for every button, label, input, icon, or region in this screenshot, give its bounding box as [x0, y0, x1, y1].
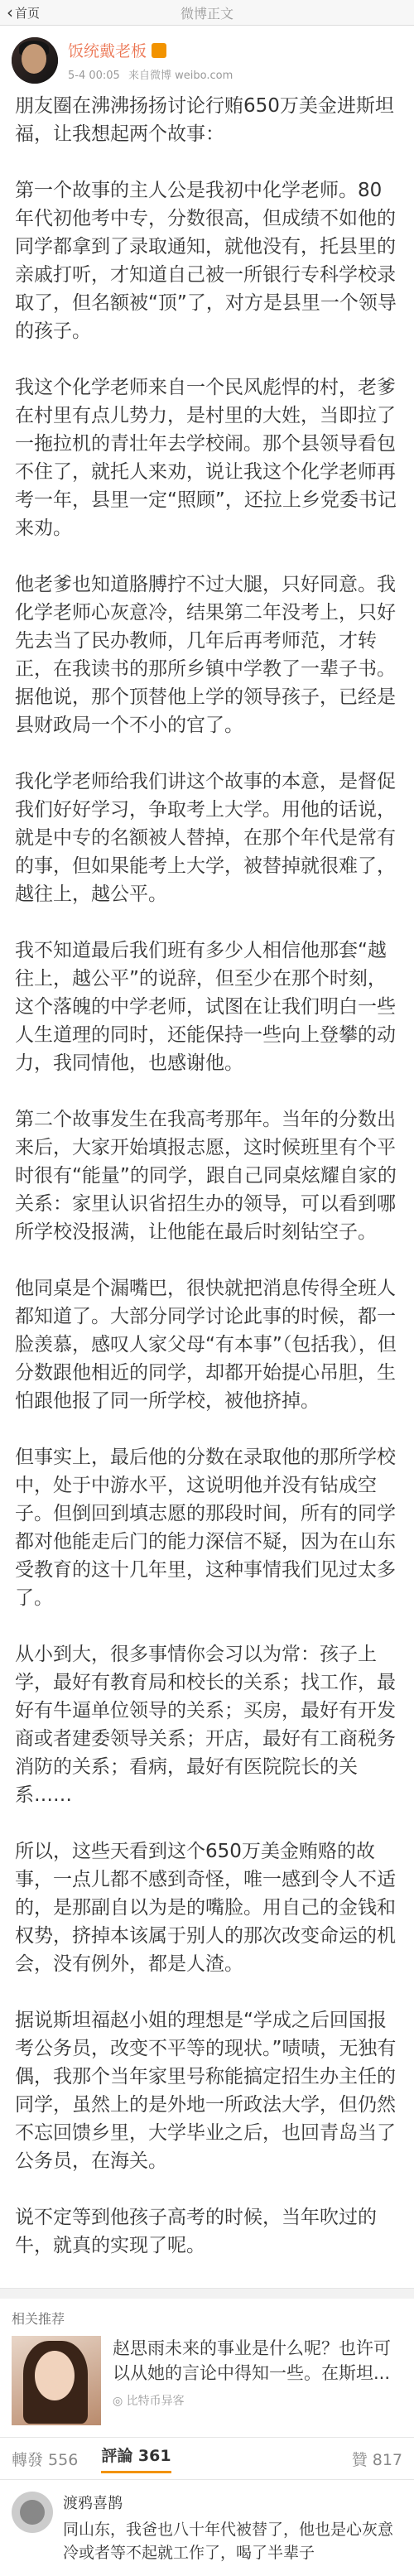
- post-content: [0, 92, 414, 2260]
- post-paragraph: 他老爹也知道胳膊拧不过大腿，只好同意。我化学老师心灰意冷，结果第二年没考上，只好先去当了民办教师，几年后再考师范，才转正，在我读书的那所乡镇中学教了一辈子书。据他说，那个顶替他上学的领导孩子，已经是县财政局一个不小的官了。: [15, 574, 396, 736]
- post-paragraph: 我不知道最后我们班有多少人相信他那套“越往上，越公平”的说辞，但至少在那个时刻，这个落魄的中学老师，试图在让我们明白一些人生道理的同时，还能保持一些向上登攀的动力，我同情他，也感谢他。: [15, 940, 396, 1074]
- tab-comment[interactable]: 評論 361: [101, 2444, 171, 2473]
- post-date: 5-4 00:05: [68, 70, 120, 82]
- top-bar: [0, 0, 414, 26]
- avatar[interactable]: [12, 37, 58, 84]
- back-button[interactable]: [0, 2, 40, 22]
- post-paragraph: 朋友圈在沸沸扬扬讨论行贿650万美金进斯坦福，让我想起两个故事：: [15, 95, 394, 145]
- tab-repost[interactable]: 轉發 556: [12, 2450, 79, 2469]
- comment-item: [0, 2480, 414, 2576]
- page-title: 微博正文: [180, 5, 233, 22]
- vip-badge-icon: [152, 43, 166, 58]
- post-source: 来自微博 weibo.com: [128, 70, 233, 82]
- tab-like[interactable]: 贊 817: [351, 2450, 402, 2469]
- post-paragraph: 据说斯坦福赵小姐的理想是“学成之后回国报考公务员，改变不平等的现状。”啧啧，无独有偶，我那个当年家里号称能搞定招生办主任的同学，虽然上的是外地一所政法大学，但仍然不忘回馈乡里，大学毕业之后，也回青岛当了公务员，在海关。: [15, 2010, 397, 2172]
- comment-text: 同山东，我爸也八十年代被替了，他也是心灰意冷或者等不起就工作了，喝了半辈子: [63, 2521, 394, 2562]
- commenter-avatar[interactable]: [12, 2492, 53, 2533]
- post-meta: [68, 66, 238, 82]
- post-paragraph: 第一个故事的主人公是我初中化学老师。80年代初他考中专，分数很高，但成绩不如他的同学都拿到了录取通知，就他没有，托县里的亲戚打听，才知道自己被一所银行专科学校录取了，但名额被“顶”了，对方是县里一个领导的孩子。: [15, 180, 397, 342]
- related-heading: 相关推荐: [12, 2311, 65, 2327]
- related-thumbnail: [12, 2336, 101, 2425]
- related-card[interactable]: [0, 2336, 414, 2437]
- post-paragraph: 所以，这些天看到这个650万美金贿赂的故事，一点儿都不感到奇怪，唯一感到令人不适的，是那副自以为是的嘴脸。用自己的金钱和权势，挤掉本该属于别人的那次改变命运的机会，没有例外，都是人渣。: [15, 1841, 396, 1975]
- commenter-name[interactable]: 渡鸦喜鹊: [63, 2495, 123, 2512]
- post-paragraph: 他同桌是个漏嘴巴，很快就把消息传得全班人都知道了。大部分同学讨论此事的时候，都一脸羡慕，感叹人家父母“有本事”（包括我），但分数跟他相近的同学，却都开始提心吊胆，生怕跟他报了同一所学校，被他挤掉。: [15, 1278, 397, 1412]
- post-paragraph: 第二个故事发生在我高考那年。当年的分数出来后，大家开始填报志愿，这时候班里有个平时很有“能量”的同学，跟自己同桌炫耀自家的关系：家里认识省招生办的领导，可以看到哪所学校没报满，让他能在最后时刻钻空子。: [15, 1109, 397, 1243]
- related-title: 赵思雨未来的事业是什么呢？也许可以从她的言论中得知一些。在斯坦...: [113, 2338, 391, 2383]
- post-paragraph: 我化学老师给我们讲这个故事的本意，是督促我们好好学习，争取考上大学。用他的话说，就是中专的名额被人替掉，在那个年代是常有的事，但如果能考上大学，被替掉就很难了，越往上，越公平。: [15, 771, 396, 905]
- post-paragraph: 但事实上，最后他的分数在录取他的那所学校中，处于中游水平，这说明他并没有钻成空子。但倒回到填志愿的那段时间，所有的同学都对他能走后门的能力深信不疑，因为在山东受教育的这十几年里，这种事情我们见过太多了。: [15, 1447, 396, 1609]
- post-paragraph: 说不定等到他孩子高考的时候，当年吹过的牛，就真的实现了呢。: [15, 2207, 377, 2256]
- author-name[interactable]: 饭统戴老板: [68, 42, 147, 60]
- post-paragraph: 从小到大，很多事情你会习以为常：孩子上学，最好有教育局和校长的关系；找工作，最好有牛逼单位领导的关系；买房，最好有开发商或者建委领导关系；开店，最好有工商税务消防的关系；看病，最好有医院院长的关系……: [15, 1644, 396, 1806]
- author-header: [0, 26, 414, 92]
- post-paragraph: 我这个化学老师来自一个民风彪悍的村，老爹在村里有点儿势力，是村里的大姓，当即拉了一拖拉机的青壮年去学校闹。那个县领导看包不住了，就托人来劝，说让我这个化学老师再考一年，县里一定“照顾”，还拉上乡党委书记来劝。: [15, 377, 397, 539]
- related-source: ◎ 比特币异客: [113, 2395, 185, 2408]
- author-info: [68, 39, 238, 82]
- interaction-tabs: [0, 2437, 414, 2480]
- back-label: 首页: [15, 5, 41, 21]
- section-divider: [0, 2288, 414, 2299]
- chevron-left-icon: ‹: [7, 2, 13, 22]
